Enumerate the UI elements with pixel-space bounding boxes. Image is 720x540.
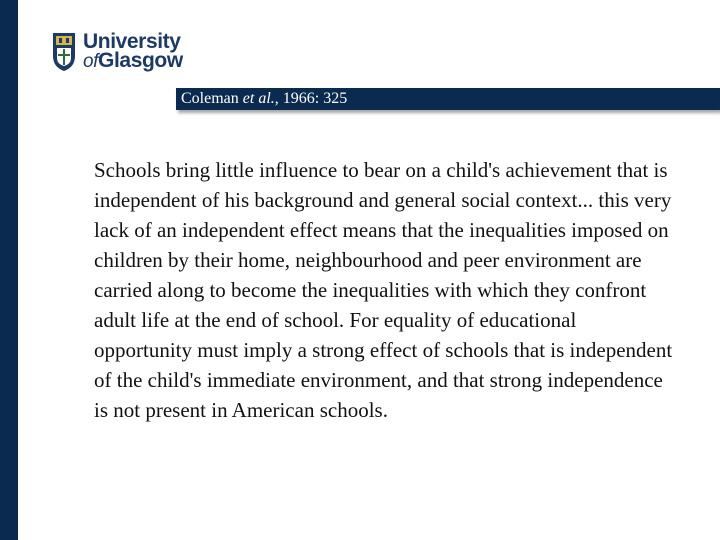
citation-text [181, 89, 347, 109]
citation-etal: et al. [242, 90, 275, 107]
university-crest-icon [52, 32, 76, 72]
university-logo [52, 32, 182, 78]
logo-wordmark [83, 32, 183, 71]
citation-author: Coleman [181, 90, 239, 107]
logo-line-glasgow [83, 51, 183, 71]
citation-bar [176, 88, 720, 110]
logo-of: of [83, 51, 99, 72]
citation-year-page: , 1966: 325 [274, 90, 348, 107]
logo-line-university: University [83, 30, 181, 53]
quote-paragraph: Schools bring little influence to bear on a child's achievement that is independent of his background and general social context... this very lack of an independent effect means that the inequalities imposed on children by their home, neighbourhood and peer environment are carried along to become the inequalities with which they confront adult life at the end of school. For equality of educational opportunity must imply a strong effect of schools that is independent of the child's immediate environment, and that strong independence is not present in American schools. [94, 158, 673, 422]
logo-glasgow: Glasgow [98, 49, 183, 72]
left-accent-bar [0, 0, 18, 540]
